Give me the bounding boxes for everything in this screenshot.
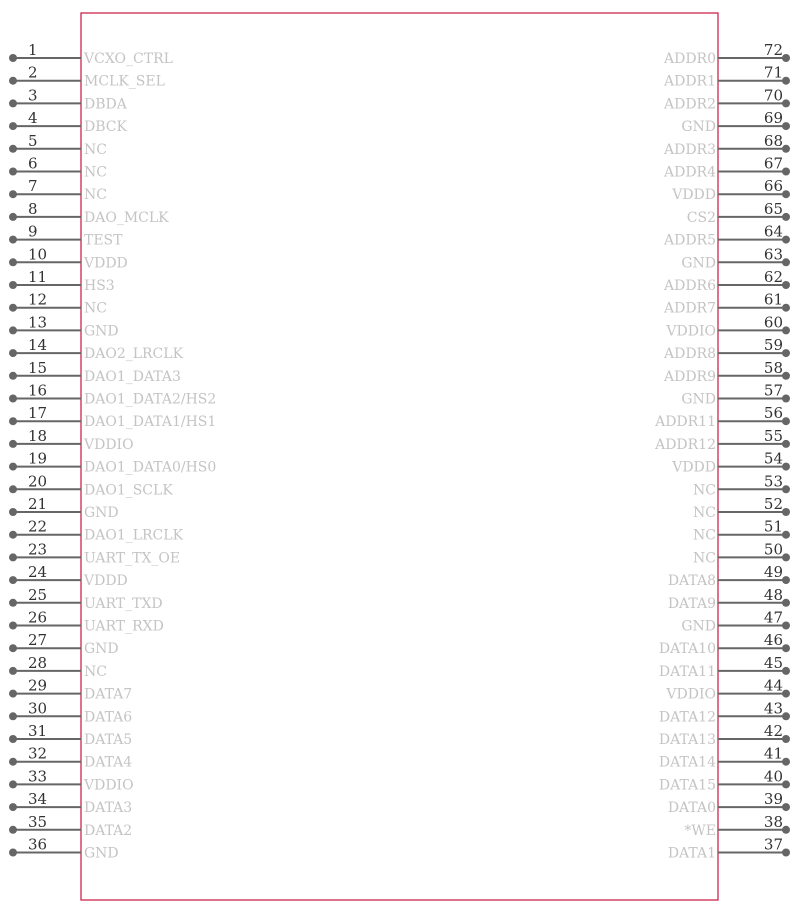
pin-number: 70	[763, 86, 783, 105]
pin-name: DAO1_DATA2/HS2	[84, 391, 217, 408]
pin-name: VDDD	[84, 573, 128, 590]
pin-number: 23	[28, 540, 48, 559]
pin-name: DAO1_DATA0/HS0	[84, 459, 217, 476]
pin-terminal-dot	[9, 553, 17, 561]
pin-number: 46	[763, 631, 783, 650]
pin-number: 39	[763, 790, 783, 809]
pin-name: NC	[693, 550, 716, 567]
pin-name: DBCK	[84, 119, 127, 136]
pin-number: 35	[28, 812, 48, 831]
pin-number: 6	[28, 154, 38, 173]
pin-name: DATA12	[658, 709, 716, 726]
pin-name: DAO1_DATA3	[84, 368, 181, 385]
pin-name: ADDR4	[663, 164, 716, 181]
pin-7	[9, 177, 107, 203]
pin-number: 11	[28, 268, 48, 286]
pin-name: DATA10	[658, 641, 716, 658]
pin-name: GND	[681, 119, 716, 136]
pin-name: NC	[84, 141, 107, 158]
pin-name: *WE	[684, 822, 716, 839]
pin-terminal-dot	[9, 463, 17, 471]
pin-name: NC	[84, 300, 107, 317]
pin-terminal-dot	[9, 168, 17, 176]
pin-name: ADDR7	[663, 300, 716, 317]
pin-number: 3	[28, 86, 38, 105]
pin-terminal-dot	[782, 780, 790, 788]
pin-10	[9, 245, 128, 271]
pin-name: GND	[84, 845, 119, 862]
pin-name: GND	[681, 618, 716, 635]
pin-number: 61	[763, 290, 783, 309]
pin-name: GND	[84, 323, 119, 340]
pin-number: 45	[763, 653, 783, 672]
pin-name: DBDA	[84, 96, 127, 113]
pin-terminal-dot	[9, 236, 17, 244]
pin-terminal-dot	[9, 440, 17, 448]
pin-terminal-dot	[782, 213, 790, 221]
pin-terminal-dot	[782, 281, 790, 289]
pin-name: VDDIO	[666, 323, 716, 340]
pin-terminal-dot	[782, 622, 790, 630]
pin-terminal-dot	[782, 304, 790, 312]
pin-terminal-dot	[782, 236, 790, 244]
pin-name: DATA6	[84, 709, 133, 726]
pin-terminal-dot	[782, 417, 790, 425]
pin-terminal-dot	[782, 849, 790, 857]
pin-terminal-dot	[9, 213, 17, 221]
pin-number: 10	[28, 245, 48, 264]
pin-terminal-dot	[9, 690, 17, 698]
pin-number: 31	[28, 722, 48, 740]
pin-name: DAO1_LRCLK	[84, 527, 184, 544]
pin-name: NC	[693, 505, 716, 521]
pin-terminal-dot	[9, 531, 17, 539]
pin-number: 1	[28, 41, 38, 59]
pin-number: 68	[763, 131, 783, 150]
pin-number: 2	[28, 63, 38, 82]
pin-terminal-dot	[782, 531, 790, 539]
pin-6	[9, 155, 107, 181]
pin-name: ADDR0	[663, 51, 716, 67]
pin-name: ADDR2	[663, 96, 716, 113]
pin-name: GND	[681, 255, 716, 272]
pin-number: 7	[28, 177, 38, 196]
pin-name: VDDD	[672, 459, 716, 476]
pin-name: UART_TXD	[84, 595, 163, 612]
pin-number: 33	[28, 767, 48, 786]
pin-terminal-dot	[9, 281, 17, 289]
pin-28	[9, 654, 107, 680]
pin-number: 38	[763, 812, 783, 831]
pin-number: 30	[28, 699, 48, 718]
pin-name: DATA9	[667, 595, 716, 612]
pin-terminal-dot	[9, 667, 17, 675]
pin-number: 9	[28, 222, 38, 241]
pin-name: DATA1	[667, 845, 716, 862]
pin-11	[9, 268, 115, 294]
pin-number: 65	[763, 199, 783, 218]
pin-number: 26	[28, 608, 48, 627]
pin-name: DATA11	[658, 663, 716, 680]
pin-number: 54	[763, 449, 783, 468]
pin-number: 18	[28, 426, 48, 445]
pin-number: 44	[763, 676, 783, 695]
pin-terminal-dot	[782, 826, 790, 834]
pin-terminal-dot	[782, 485, 790, 493]
pin-number: 50	[763, 540, 783, 559]
pin-4	[9, 109, 127, 135]
pin-13	[9, 313, 119, 339]
pin-number: 20	[28, 472, 48, 491]
pin-number: 12	[28, 290, 48, 309]
pin-number: 37	[763, 835, 783, 854]
pin-name: DAO1_DATA1/HS1	[84, 414, 217, 431]
pin-number: 41	[763, 744, 783, 763]
pin-name: DAO1_SCLK	[84, 482, 173, 499]
pin-name: NC	[693, 527, 716, 544]
pin-number: 17	[28, 404, 48, 423]
pin-name: VDDD	[84, 255, 128, 272]
pin-name: VDDIO	[84, 436, 134, 453]
pin-number: 42	[763, 722, 783, 740]
pin-terminal-dot	[9, 508, 17, 516]
pin-number: 14	[28, 336, 48, 355]
pin-name: UART_RXD	[84, 618, 164, 635]
pin-number: 60	[763, 313, 783, 332]
pin-12	[9, 291, 107, 317]
pin-9	[9, 223, 123, 249]
pin-terminal-dot	[9, 122, 17, 130]
pin-terminal-dot	[9, 99, 17, 107]
pin-terminal-dot	[782, 463, 790, 471]
pin-terminal-dot	[9, 258, 17, 266]
pin-name: HS3	[84, 278, 115, 294]
pin-terminal-dot	[9, 826, 17, 834]
pin-number: 57	[763, 381, 783, 400]
pin-number: 34	[28, 790, 48, 809]
pin-terminal-dot	[782, 690, 790, 698]
pin-number: 49	[763, 563, 783, 582]
pin-terminal-dot	[782, 190, 790, 198]
pin-name: ADDR6	[663, 278, 716, 294]
pin-name: ADDR9	[663, 368, 716, 385]
left-pin-group	[9, 41, 216, 862]
pin-37	[668, 836, 790, 862]
pin-number: 69	[763, 109, 783, 128]
pin-terminal-dot	[782, 576, 790, 584]
pin-name: DATA13	[658, 732, 716, 748]
pin-name: VDDD	[672, 187, 716, 204]
pin-terminal-dot	[782, 440, 790, 448]
pin-number: 21	[28, 495, 48, 513]
pin-name: ADDR11	[655, 414, 716, 431]
pin-name: DATA0	[667, 800, 716, 817]
pin-terminal-dot	[782, 712, 790, 720]
pin-name: MCLK_SEL	[84, 73, 165, 90]
pin-terminal-dot	[9, 849, 17, 857]
pin-name: VDDIO	[666, 686, 716, 703]
pin-name: ADDR3	[663, 141, 716, 158]
pin-name: NC	[84, 663, 107, 680]
pin-terminal-dot	[9, 372, 17, 380]
pin-terminal-dot	[9, 644, 17, 652]
pin-name: CS2	[686, 209, 716, 226]
pin-number: 67	[763, 154, 783, 173]
pin-terminal-dot	[9, 803, 17, 811]
pin-number: 16	[28, 381, 48, 400]
pin-name: ADDR12	[655, 436, 716, 453]
pin-number: 47	[763, 608, 783, 627]
pin-number: 71	[763, 63, 783, 82]
pin-name: ADDR1	[663, 73, 716, 90]
pin-number: 5	[28, 131, 38, 150]
pin-terminal-dot	[782, 99, 790, 107]
pin-number: 13	[28, 313, 48, 332]
pin-name: DATA14	[658, 754, 716, 771]
pin-terminal-dot	[9, 54, 17, 62]
pin-terminal-dot	[782, 122, 790, 130]
pin-terminal-dot	[9, 417, 17, 425]
pin-number: 8	[28, 199, 38, 218]
pin-number: 32	[28, 744, 48, 763]
pin-name: VDDIO	[84, 777, 134, 794]
pin-24	[9, 563, 128, 589]
pin-number: 22	[28, 517, 48, 536]
pin-terminal-dot	[9, 622, 17, 630]
pin-number: 62	[763, 268, 783, 286]
pin-name: ADDR8	[663, 346, 716, 363]
right-pin-group	[654, 41, 790, 862]
pin-number: 55	[763, 426, 783, 445]
pin-5	[9, 132, 107, 158]
pin-terminal-dot	[9, 576, 17, 584]
pin-terminal-dot	[782, 599, 790, 607]
pin-number: 24	[28, 563, 48, 582]
pin-terminal-dot	[782, 54, 790, 62]
pin-terminal-dot	[782, 667, 790, 675]
pin-27	[9, 631, 119, 657]
pin-terminal-dot	[9, 758, 17, 766]
pin-name: NC	[84, 164, 107, 181]
pin-number: 59	[763, 336, 783, 355]
pin-name: DAO2_LRCLK	[84, 346, 184, 363]
pin-number: 52	[763, 495, 783, 513]
pin-name: DATA4	[84, 754, 133, 771]
pin-name: NC	[84, 187, 107, 204]
pin-terminal-dot	[9, 599, 17, 607]
pin-name: GND	[84, 505, 119, 521]
pin-terminal-dot	[9, 485, 17, 493]
pin-name: GND	[84, 641, 119, 658]
pin-name: UART_TX_OE	[84, 550, 181, 567]
pin-name: DAO_MCLK	[84, 209, 169, 226]
pin-name: DATA3	[84, 800, 133, 817]
pin-terminal-dot	[782, 145, 790, 153]
pin-name: DATA8	[667, 573, 716, 590]
pin-number: 66	[763, 177, 783, 196]
pin-terminal-dot	[9, 395, 17, 403]
pin-terminal-dot	[9, 77, 17, 85]
pin-terminal-dot	[782, 758, 790, 766]
pin-terminal-dot	[9, 349, 17, 357]
pin-name: ADDR5	[663, 232, 716, 249]
pin-name: DATA5	[84, 732, 133, 748]
pin-terminal-dot	[782, 326, 790, 334]
pin-number: 56	[763, 404, 783, 423]
pin-number: 19	[28, 449, 48, 468]
pin-terminal-dot	[9, 780, 17, 788]
pin-terminal-dot	[782, 803, 790, 811]
pin-terminal-dot	[782, 258, 790, 266]
pin-number: 58	[763, 358, 783, 377]
pin-number: 25	[28, 585, 48, 604]
pin-terminal-dot	[782, 395, 790, 403]
component-body	[81, 13, 718, 900]
pin-number: 51	[763, 517, 783, 536]
pin-number: 36	[28, 835, 48, 854]
pin-terminal-dot	[782, 168, 790, 176]
pin-number: 40	[763, 767, 783, 786]
pin-terminal-dot	[782, 553, 790, 561]
pin-number: 48	[763, 585, 783, 604]
pin-name: DATA2	[84, 822, 133, 839]
pin-terminal-dot	[782, 77, 790, 85]
pin-number: 28	[28, 653, 48, 672]
pin-number: 4	[28, 109, 38, 128]
pin-terminal-dot	[9, 326, 17, 334]
pin-name: DATA7	[84, 686, 133, 703]
pin-number: 29	[28, 676, 48, 695]
pin-terminal-dot	[9, 712, 17, 720]
pin-terminal-dot	[782, 508, 790, 516]
pin-terminal-dot	[9, 190, 17, 198]
pin-name: NC	[693, 482, 716, 499]
pin-terminal-dot	[782, 644, 790, 652]
pin-number: 43	[763, 699, 783, 718]
pin-terminal-dot	[782, 349, 790, 357]
pin-terminal-dot	[782, 735, 790, 743]
pin-number: 15	[28, 358, 48, 377]
pin-name: VCXO_CTRL	[84, 51, 173, 67]
pin-number: 53	[763, 472, 783, 491]
pin-terminal-dot	[9, 145, 17, 153]
pin-terminal-dot	[9, 304, 17, 312]
pin-name: GND	[681, 391, 716, 408]
pin-21	[9, 495, 119, 521]
pin-terminal-dot	[782, 372, 790, 380]
pin-number: 63	[763, 245, 783, 264]
pin-number: 64	[763, 222, 783, 241]
pin-3	[9, 86, 128, 112]
pin-number: 72	[763, 41, 783, 59]
pin-terminal-dot	[9, 735, 17, 743]
pin-number: 27	[28, 631, 48, 650]
pin-name: TEST	[84, 232, 123, 249]
pin-36	[9, 836, 119, 862]
pin-name: DATA15	[658, 777, 716, 794]
